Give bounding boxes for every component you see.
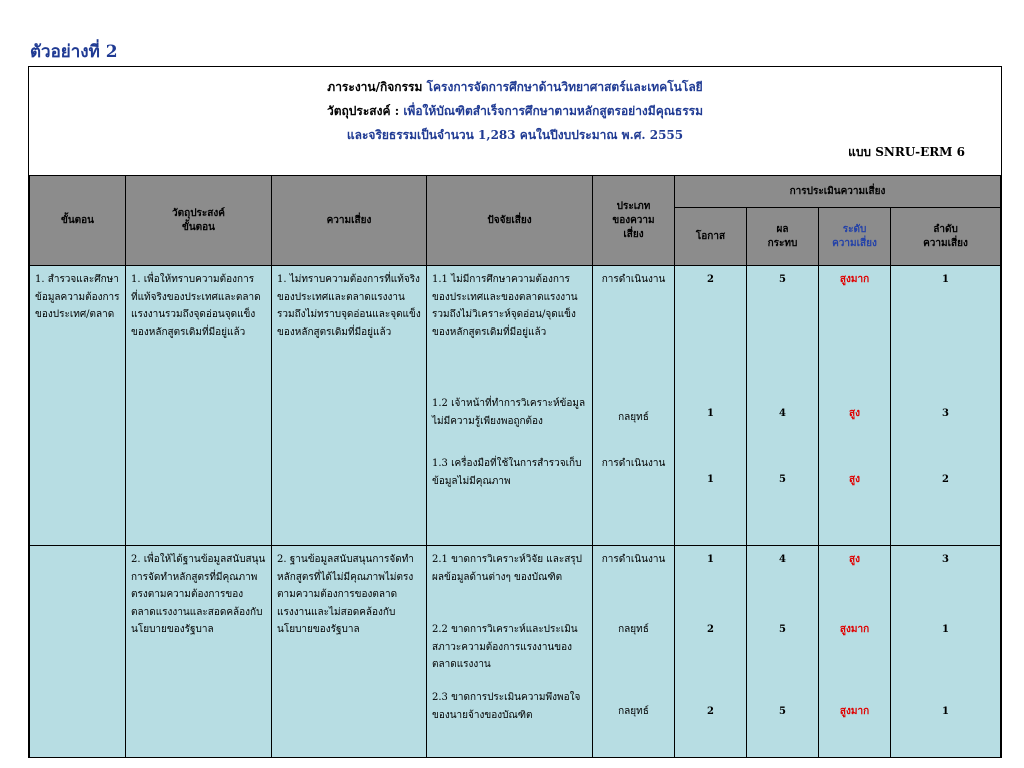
col-likelihood: โอกาส (675, 208, 747, 266)
risk-table (29, 175, 1001, 758)
rank-cell (891, 266, 1001, 546)
risk-type-cell (593, 546, 675, 759)
col-step: ขั้นตอน (30, 176, 126, 266)
risk-type: กลยุทธ์ (618, 624, 649, 635)
col-risk-type (593, 176, 675, 266)
factor-cell (427, 266, 593, 546)
likelihood-cell (675, 546, 747, 759)
table-row (30, 546, 1001, 759)
col-rank (891, 208, 1001, 266)
factor-item: 2.2 ขาดการวิเคราะห์และประเมินสภาวะความต้องการแรงงานของตลาดแรงงาน (432, 624, 578, 671)
risk-type-cell (593, 266, 675, 546)
impact-value: 5 (779, 706, 786, 717)
col-level-1: ระดับ (842, 223, 867, 235)
col-impact-2: กระทบ (767, 237, 798, 249)
rank-value: 1 (942, 274, 949, 285)
impact-value: 5 (779, 474, 786, 485)
col-step-objective-2: ขั้นตอน (181, 221, 215, 233)
rank-value: 3 (942, 554, 949, 565)
impact-cell (747, 546, 819, 759)
objective-text-1: เพื่อให้บัณฑิตสำเร็จการศึกษาตามหลักสูตรอย่างมีคุณธรรม (403, 104, 703, 118)
task-label: ภาระงาน/กิจกรรม (327, 80, 423, 94)
level-value: สูงมาก (839, 706, 870, 717)
impact-value: 4 (779, 554, 786, 565)
form-code: แบบ SNRU-ERM 6 (848, 145, 965, 159)
factor-item: 2.3 ขาดการประเมินความพึงพอใจของนายจ้างของบัณฑิต (432, 692, 581, 721)
objective-label: วัตถุประสงค์ : (327, 104, 400, 118)
rank-value: 1 (942, 706, 949, 717)
level-value: สูงมาก (839, 624, 870, 635)
risk-type: การดำเนินงาน (601, 274, 666, 285)
col-level (819, 208, 891, 266)
likelihood-value: 1 (707, 474, 714, 485)
likelihood-value: 2 (707, 624, 714, 635)
factor-cell (427, 546, 593, 759)
impact-cell (747, 266, 819, 546)
risk-type: กลยุทธ์ (618, 412, 649, 423)
level-value: สูง (849, 408, 860, 419)
rank-value: 2 (942, 474, 949, 485)
factor-item: 2.1 ขาดการวิเคราะห์วิจัย และสรุปผลข้อมูลด้านต่างๆ ของบัณฑิต (432, 554, 583, 583)
objective-line (29, 99, 1001, 123)
level-value: สูง (849, 474, 860, 485)
risk-cell: 1. ไม่ทราบความต้องการที่แท้จริงของประเทศและตลาดแรงงานรวมถึงไม่ทราบจุดอ่อนและจุดแข็งของหลักสูตรเดิมที่มีอยู่แล้ว (272, 266, 427, 546)
risk-type: การดำเนินงาน (601, 458, 666, 469)
col-risk-type-1: ประเภท (616, 200, 651, 212)
col-risk-type-2: ของความ (612, 214, 655, 226)
likelihood-cell (675, 266, 747, 546)
risk-cell: 2. ฐานข้อมูลสนับสนุนการจัดทำหลักสูตรที่ได้ไม่มีคุณภาพไม่ตรงตามความต้องการของตลาดแรงงานและไม่สอดคล้องกับนโยบายของรัฐบาล (272, 546, 427, 759)
risk-assessment-form (28, 66, 1002, 758)
likelihood-value: 1 (707, 554, 714, 565)
col-factor: ปัจจัยเสี่ยง (427, 176, 593, 266)
rank-value: 3 (942, 408, 949, 419)
col-step-objective-1: วัตถุประสงค์ (172, 207, 225, 219)
task-value: โครงการจัดการศึกษาด้านวิทยาศาสตร์และเทคโนโลยี (426, 80, 703, 94)
col-risk-type-3: เสี่ยง (623, 228, 644, 240)
level-cell (819, 266, 891, 546)
factor-item: 1.3 เครื่องมือที่ใช้ในการสำรวจเก็บข้อมูลไม่มีคุณภาพ (432, 458, 582, 487)
col-assessment: การประเมินความเสี่ยง (675, 176, 1001, 208)
page-title: ตัวอย่างที่ 2 (30, 42, 118, 62)
level-value: สูง (849, 554, 860, 565)
col-risk: ความเสี่ยง (272, 176, 427, 266)
col-impact (747, 208, 819, 266)
factor-item: 1.1 ไม่มีการศึกษาความต้องการของประเทศและของตลาดแรงงานรวมถึงไม่วิเคราะห์จุดอ่อน/จุดแข็งของหลักสูตรเดิมที่มีอยู่แล้ว (432, 274, 578, 338)
step-cell (30, 546, 126, 759)
table-row (30, 266, 1001, 546)
level-value: สูงมาก (839, 274, 870, 285)
col-rank-2: ความเสี่ยง (923, 237, 968, 249)
col-impact-1: ผล (776, 223, 789, 235)
objective-cell: 2. เพื่อให้ได้ฐานข้อมูลสนับสนุนการจัดทำหลักสูตรที่มีคุณภาพตรงตามความต้องการของตลาดแรงงานและสอดคล้องกับนโยบายของรัฐบาล (126, 546, 272, 759)
rank-value: 1 (942, 624, 949, 635)
likelihood-value: 1 (707, 408, 714, 419)
col-level-2: ความเสี่ยง (832, 237, 877, 249)
likelihood-value: 2 (707, 274, 714, 285)
impact-value: 5 (779, 274, 786, 285)
objective-cell: 1. เพื่อให้ทราบความต้องการที่แท้จริงของประเทศและตลาดแรงงานรวมถึงจุดอ่อนจุดแข็งของหลักสูตรเดิมที่มีอยู่แล้ว (126, 266, 272, 546)
step-cell: 1. สำรวจและศึกษาข้อมูลความต้องการของประเทศ/ตลาด (30, 266, 126, 546)
risk-type: กลยุทธ์ (618, 706, 649, 717)
objective-text-2: และจริยธรรมเป็นจำนวน 1,283 คนในปีงบประมาณ พ.ศ. 2555 (346, 128, 684, 142)
risk-type: การดำเนินงาน (601, 554, 666, 565)
task-line (29, 75, 1001, 99)
impact-value: 5 (779, 624, 786, 635)
level-cell (819, 546, 891, 759)
factor-item: 1.2 เจ้าหน้าที่ทำการวิเคราะห์ข้อมูลไม่มีความรู้เพียงพอถูกต้อง (432, 398, 586, 427)
rank-cell (891, 546, 1001, 759)
impact-value: 4 (779, 408, 786, 419)
col-step-objective (126, 176, 272, 266)
likelihood-value: 2 (707, 706, 714, 717)
col-rank-1: ลำดับ (933, 223, 958, 235)
